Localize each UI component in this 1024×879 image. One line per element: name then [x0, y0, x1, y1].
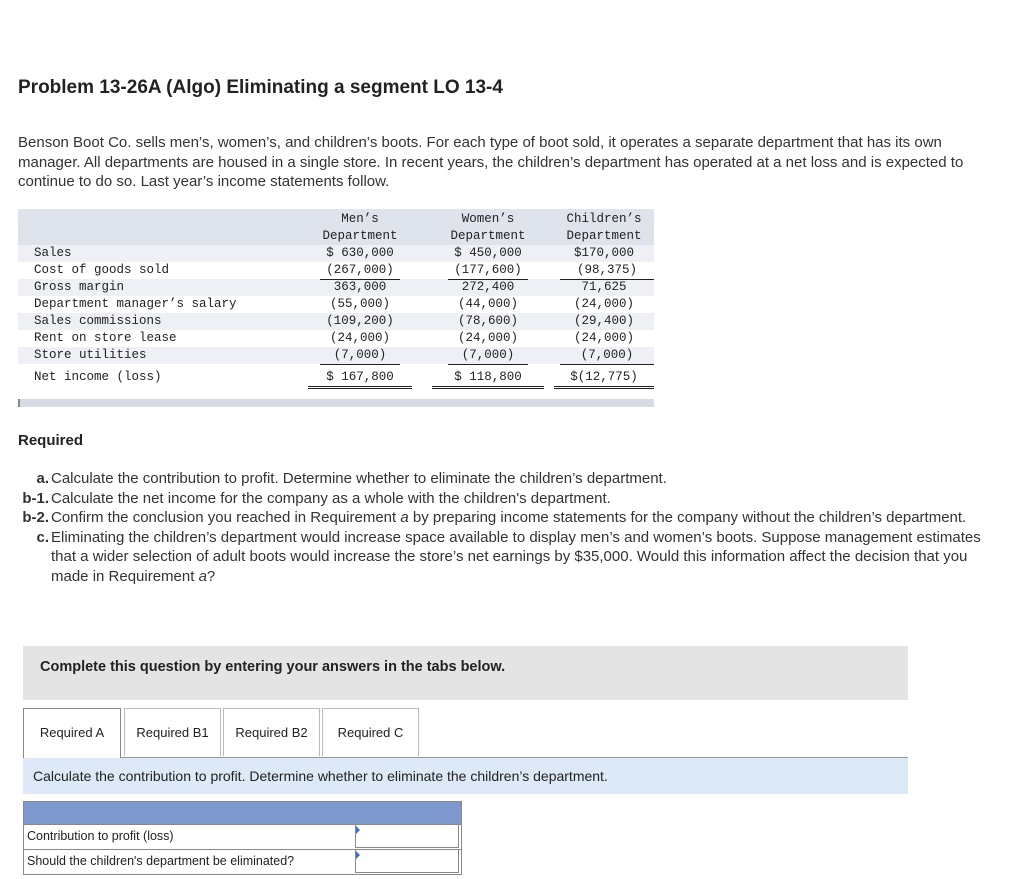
cell-children-utilities: (7,000) [560, 347, 654, 365]
cell-children-sales: $170,000 [573, 246, 634, 260]
requirement-text: Calculate the contribution to profit. Determine whether to eliminate the children’s department. [51, 470, 667, 487]
cell-women-sales: $ 450,000 [454, 246, 522, 260]
cell-men-sales: $ 630,000 [326, 246, 394, 260]
statement-footer-bar [18, 399, 654, 407]
tab-required-b2[interactable]: Required B2 [223, 708, 320, 756]
cell-children-net-income: $(12,775) [554, 369, 654, 389]
cell-children-cogs: (98,375) [560, 262, 654, 280]
cell-children-gross-margin: 71,625 [581, 280, 627, 294]
answer-label: Contribution to profit (loss) [27, 829, 174, 843]
requirement-tag: b-2. [22, 509, 49, 526]
answer-table [23, 801, 462, 875]
requirement-text: Confirm the conclusion you reached in Requirement [51, 509, 401, 526]
input-marker-icon [356, 851, 360, 859]
tab-required-a[interactable]: Required A [23, 708, 121, 758]
cell-men-cogs: (267,000) [320, 262, 400, 280]
cell-men-sales-commissions: (109,200) [326, 314, 394, 328]
requirement-b1 [18, 489, 1008, 509]
row-label-sales-commissions: Sales commissions [34, 314, 162, 328]
tab-instruction: Calculate the contribution to profit. Determine whether to eliminate the children’s department. [23, 758, 908, 794]
eliminate-select[interactable] [355, 849, 459, 873]
input-marker-icon [356, 826, 360, 834]
cell-men-utilities: (7,000) [320, 347, 400, 365]
row-label-manager-salary: Department manager’s salary [34, 297, 237, 311]
requirement-emphasis: a [198, 567, 207, 585]
answer-row-eliminate [24, 849, 461, 874]
requirement-emphasis: a [400, 509, 409, 526]
cell-men-rent: (24,000) [329, 331, 390, 345]
page-title: Problem 13-26A (Algo) Eliminating a segment LO 13-4 [18, 77, 503, 98]
row-label-sales: Sales [34, 246, 72, 260]
row-label-cogs: Cost of goods sold [34, 263, 170, 277]
requirement-text: Eliminating the children’s department would increase space available to display men’s and women’s boots. Suppose management estimates that a wider selection of adult boots would increase the store’s net earnings by $35,000. Would this information affect the decision that you made in Requirement [51, 528, 981, 585]
cell-women-utilities: (7,000) [448, 347, 528, 365]
cell-children-rent: (24,000) [573, 331, 634, 345]
cell-women-net-income: $ 118,800 [432, 369, 544, 389]
cell-women-rent: (24,000) [457, 331, 518, 345]
requirement-text-continued: ? [206, 567, 216, 585]
complete-question-banner: Complete this question by entering your answers in the tabs below. [23, 646, 908, 700]
header-men-line1: Men’s [341, 212, 379, 226]
cell-children-sales-commissions: (29,400) [573, 314, 634, 328]
row-label-rent: Rent on store lease [34, 331, 177, 345]
cell-women-sales-commissions: (78,600) [457, 314, 518, 328]
header-women-line2: Department [450, 229, 526, 243]
requirement-c [18, 528, 1008, 587]
requirement-text-continued: by preparing income statements for the company without the children’s department. [408, 509, 967, 526]
requirements-list [18, 469, 1008, 586]
required-heading: Required [18, 432, 84, 449]
cell-men-gross-margin: 363,000 [333, 280, 387, 294]
requirement-text: Calculate the net income for the company as a whole with the children's department. [51, 489, 611, 507]
requirement-tabs [23, 708, 908, 758]
row-label-net-income: Net income (loss) [34, 370, 162, 384]
cell-men-manager-salary: (55,000) [329, 297, 390, 311]
row-label-utilities: Store utilities [34, 348, 147, 362]
contribution-input[interactable] [355, 824, 459, 848]
answer-label: Should the children's department be eliminated? [27, 854, 295, 868]
requirement-tag: a. [36, 470, 49, 487]
tab-required-b1[interactable]: Required B1 [124, 708, 221, 756]
cell-women-cogs: (177,600) [448, 262, 528, 280]
cell-women-manager-salary: (44,000) [457, 297, 518, 311]
row-label-gross-margin: Gross margin [34, 280, 125, 294]
header-children-line1: Children’s [566, 212, 642, 226]
requirement-tag: b-1. [22, 489, 49, 507]
answer-row-contribution [24, 824, 461, 849]
cell-children-manager-salary: (24,000) [573, 297, 634, 311]
requirement-tag: c. [36, 528, 49, 546]
answer-table-header [24, 802, 461, 824]
header-men-line2: Department [322, 229, 398, 243]
income-statement [18, 209, 654, 409]
cell-women-gross-margin: 272,400 [461, 280, 515, 294]
header-children-line2: Department [566, 229, 642, 243]
cell-men-net-income: $ 167,800 [308, 369, 412, 389]
tab-required-c[interactable]: Required C [322, 708, 419, 756]
intro-paragraph: Benson Boot Co. sells men’s, women’s, and children’s boots. For each type of boot sold, it operates a separate department that has its own manager. All departments are housed in a single store. In recent years, the children’s department has operated at a net loss and is expected to continue to do so. Last year’s income statements follow. [18, 134, 964, 190]
header-women-line1: Women’s [461, 212, 515, 226]
requirement-a [18, 469, 1008, 489]
requirement-b2 [18, 508, 1008, 528]
